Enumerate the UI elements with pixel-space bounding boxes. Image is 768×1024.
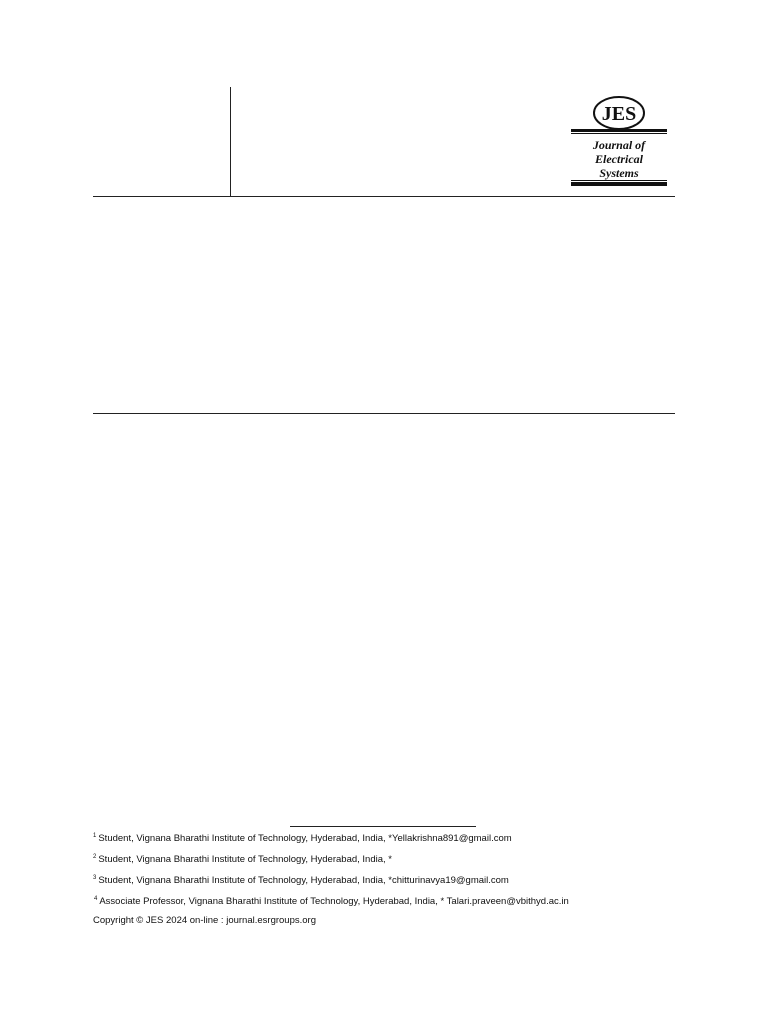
copyright-line: Copyright © JES 2024 on-line : journal.esrgroups.org — [93, 915, 316, 926]
logo-line2: Electrical — [595, 152, 643, 166]
logo-abbrev: JES — [601, 103, 637, 125]
footnote-marker: 4 — [94, 896, 98, 902]
footnote-text: Student, Vignana Bharathi Institute of Technology, Hyderabad, India, *chitturinavya19@gmail.com — [98, 875, 509, 886]
footnote-separator — [290, 826, 476, 827]
header-horizontal-rule — [93, 196, 675, 197]
abstract-horizontal-rule — [93, 413, 675, 414]
footnote-text: Student, Vignana Bharathi Institute of Technology, Hyderabad, India, *Yellakrishna891@gmail.com — [98, 833, 512, 844]
footnote-marker: 1 — [93, 833, 97, 839]
jes-logo — [570, 93, 668, 189]
footnote-4 — [94, 893, 569, 908]
jes-logo-graphic — [570, 93, 668, 189]
footnote-3 — [93, 872, 509, 887]
logo-line3: Systems — [599, 166, 639, 180]
footnote-text: Student, Vignana Bharathi Institute of Technology, Hyderabad, India, * — [98, 854, 392, 865]
logo-line1: Journal of — [592, 138, 646, 152]
footnote-2 — [93, 851, 392, 866]
header-vertical-divider — [230, 87, 231, 196]
footnote-text: Associate Professor, Vignana Bharathi Institute of Technology, Hyderabad, India, * Talari.praveen@vbithyd.ac.in — [99, 896, 569, 907]
footnote-marker: 2 — [93, 854, 97, 860]
footnote-1 — [93, 830, 512, 845]
footnote-marker: 3 — [93, 875, 97, 881]
